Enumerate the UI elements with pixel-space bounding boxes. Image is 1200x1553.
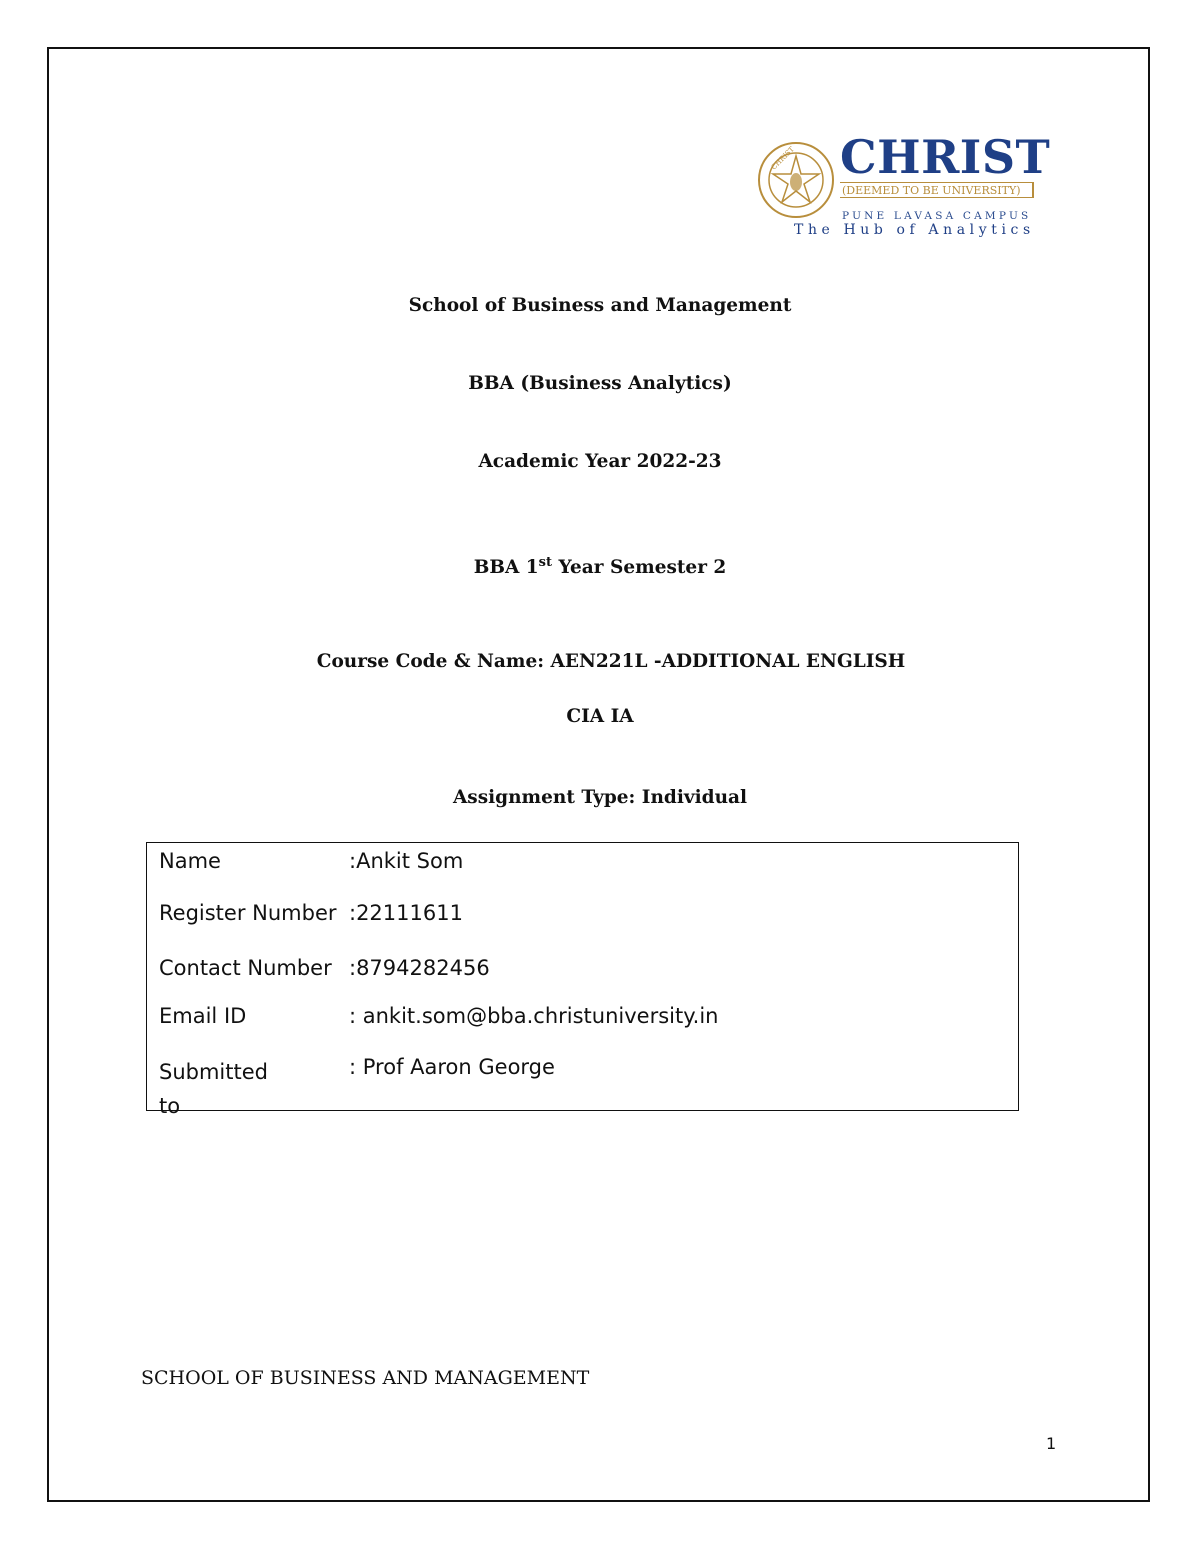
info-label: Contact Number — [159, 956, 332, 980]
page-border — [47, 47, 1150, 1502]
university-seal-icon — [756, 140, 836, 220]
program-name: BBA (Business Analytics) — [468, 373, 732, 394]
info-label: Submitted to — [159, 1060, 268, 1118]
info-value: :8794282456 — [349, 956, 490, 980]
school-name: School of Business and Management — [408, 295, 792, 316]
page-number: 1 — [1046, 1434, 1057, 1453]
info-value: :22111611 — [349, 901, 463, 925]
academic-year: Academic Year 2022-23 — [478, 451, 722, 472]
info-value: : ankit.som@bba.christuniversity.in — [349, 1004, 719, 1028]
info-label: Name — [159, 849, 221, 873]
cia-label: CIA IA — [566, 706, 634, 727]
info-value: :Ankit Som — [349, 849, 464, 873]
logo-tagline: (DEEMED TO BE UNIVERSITY) — [840, 182, 1034, 198]
university-logo — [752, 130, 1051, 246]
footer-text: SCHOOL OF BUSINESS AND MANAGEMENT — [141, 1367, 590, 1389]
year-prefix: BBA 1 — [473, 557, 539, 579]
year-semester — [0, 555, 1200, 578]
year-superscript: st — [538, 555, 552, 570]
info-label: Email ID — [159, 1004, 247, 1028]
assignment-type: Assignment Type: Individual — [452, 787, 748, 808]
info-value: : Prof Aaron George — [349, 1055, 555, 1079]
course-code-name: Course Code & Name: AEN221L -ADDITIONAL ENGLISH — [316, 651, 906, 672]
info-label: Register Number — [159, 901, 337, 925]
logo-campus: PUNE LAVASA CAMPUS — [842, 210, 1032, 222]
student-info-box — [146, 842, 1019, 1118]
logo-wordmark: CHRIST — [840, 130, 1051, 184]
logo-motto: The Hub of Analytics — [794, 222, 1035, 238]
year-suffix: Year Semester 2 — [552, 557, 727, 579]
seal-text: CHRIST — [769, 145, 796, 172]
